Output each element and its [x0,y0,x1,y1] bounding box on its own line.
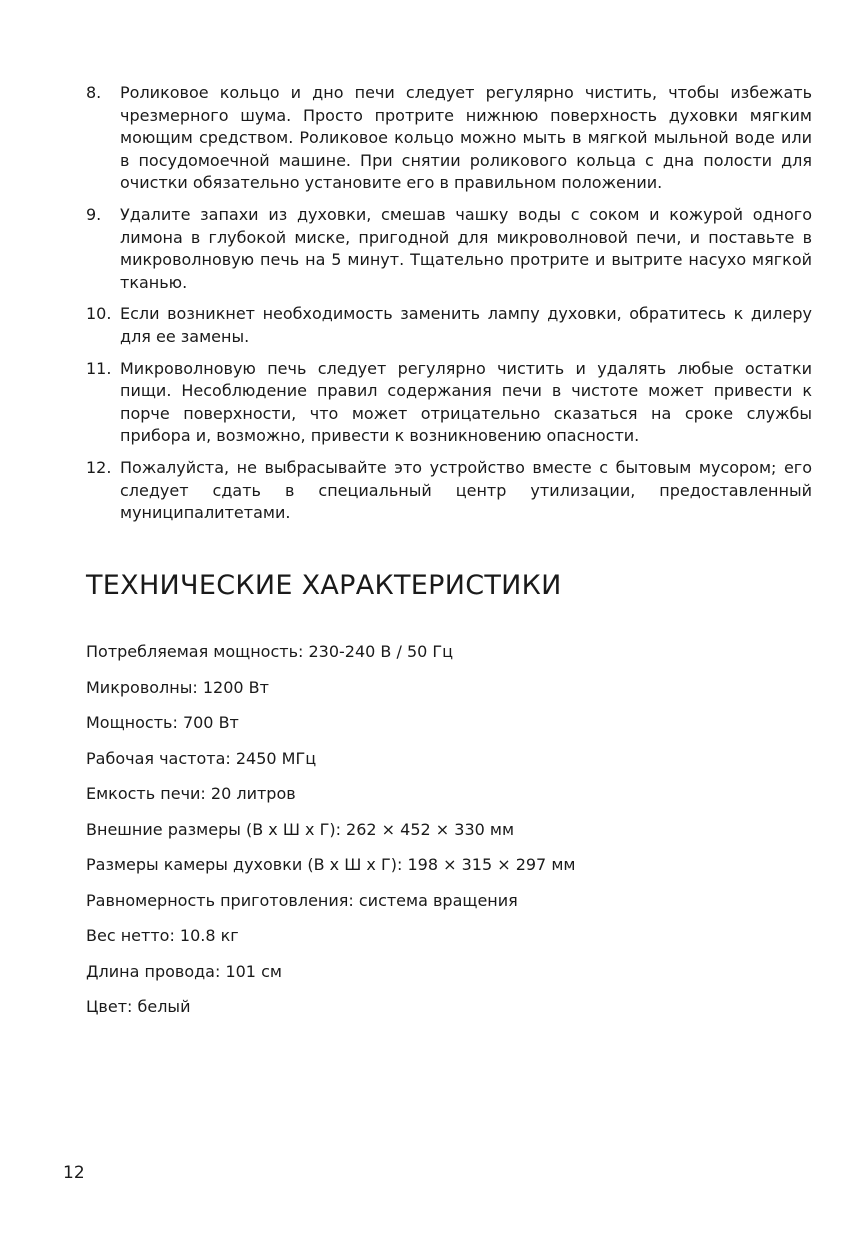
list-item-number: 9. [86,204,102,224]
spec-row: Микроволны: 1200 Вт [86,677,269,697]
spec-row: Цвет: белый [86,997,191,1016]
list-item [86,358,812,448]
list-item [86,82,812,195]
list-item [86,457,812,525]
list-item-text: Роликовое кольцо и дно печи следует регулярно чистить, чтобы избежать чрезмерного шума. Просто протрите нижнюю поверхность духовки мягким моющим средством. Роликовое кольцо можно мыть в мягкой мыльной воде или в посудомоечной машине. При снятии роликового кольца с дна полости для очистки обязательно установите его в правильном положении. [120,83,812,193]
list-item-number: 12. [86,457,112,477]
page-number: 12 [63,1163,85,1183]
list-item [86,204,812,294]
spec-row: Длина провода: 101 см [86,961,282,981]
list-item-number: 11. [86,358,112,378]
list-item-text: Удалите запахи из духовки, смешав чашку воды с соком и кожурой одного лимона в глубокой миске, пригодной для микроволновой печи, и поставьте в микроволновую печь на 5 минут. Тщательно протрите и вытрите насухо мягкой тканью. [120,204,812,292]
specifications-list [86,638,575,1029]
list-item-number: 8. [86,83,102,102]
list-item-text: Пожалуйста, не выбрасывайте это устройство вместе с бытовым мусором; его следует сдать в специальный центр утилизации, предоставленный муниципалитетами. [120,457,812,523]
spec-row: Потребляемая мощность: 230-240 В / 50 Гц [86,642,454,661]
care-instructions-list [86,82,812,534]
spec-row: Емкость печи: 20 литров [86,784,296,803]
list-item-number: 10. [86,304,112,324]
list-item-text: Микроволновую печь следует регулярно чистить и удалять любые остатки пищи. Несоблюдение правил содержания печи в чистоте может привести к порче поверхности, что может отрицательно сказаться на сроке службы прибора и, возможно, привести к возникновению опасности. [120,358,812,446]
list-item-text: Если возникнет необходимость заменить лампу духовки, обратитесь к дилеру для ее замены. [120,304,812,346]
list-item [86,303,812,348]
spec-row: Вес нетто: 10.8 кг [86,926,239,945]
spec-row: Рабочая частота: 2450 МГц [86,748,317,768]
spec-row: Размеры камеры духовки (В х Ш х Г): 198 × 315 × 297 мм [86,855,576,874]
spec-row: Равномерность приготовления: система вращения [86,890,518,910]
spec-row: Внешние размеры (В х Ш х Г): 262 × 452 × 330 мм [86,819,515,839]
spec-row: Мощность: 700 Вт [86,713,239,732]
section-title: ТЕХНИЧЕСКИЕ ХАРАКТЕРИСТИКИ [86,570,562,601]
